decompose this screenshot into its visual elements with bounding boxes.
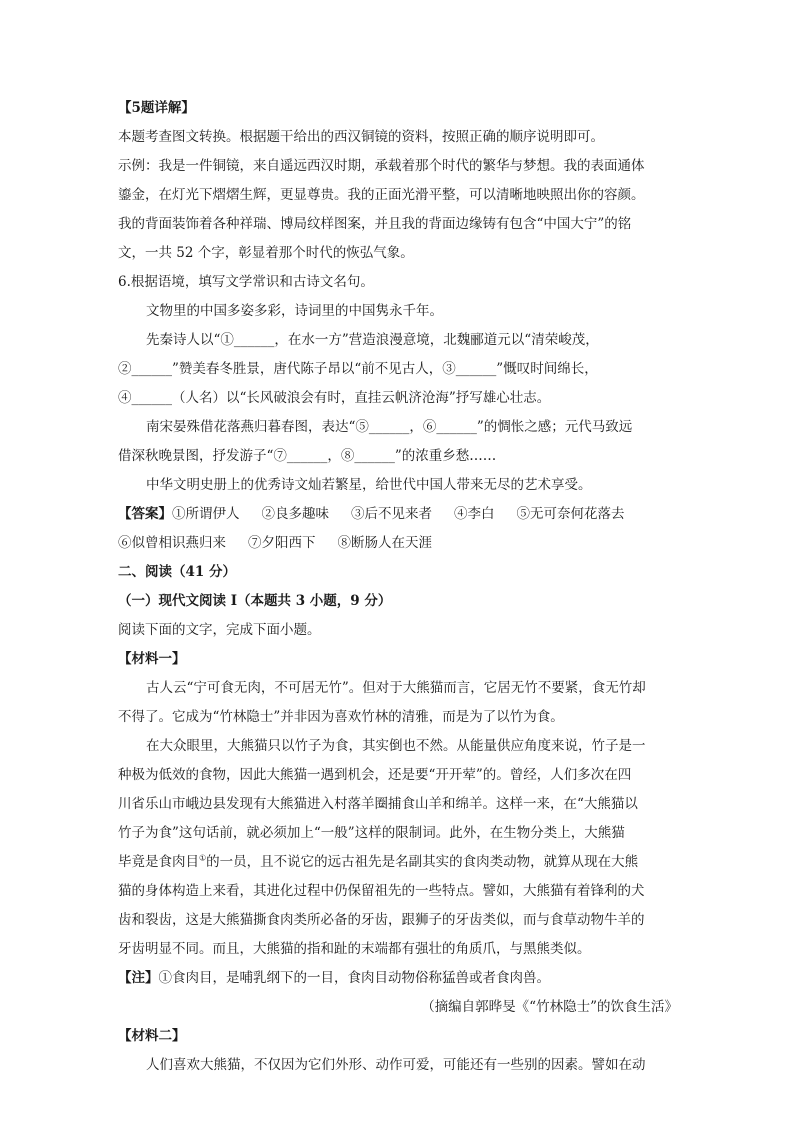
material-1-para-1b: 不得了。它成为“竹林隐士”并非因为喜欢竹林的清雅，而是为了以竹为食。: [118, 709, 564, 725]
reading-instruction: 阅读下面的文字，完成下面小题。: [118, 622, 321, 638]
q6-para-3b: 借深秋晚景图，抒发游子“⑦______，⑧______”的浓重乡愁……: [118, 448, 497, 464]
answer-item: ⑦夕阳西下: [248, 535, 316, 551]
text-run: 毕竟是食肉目: [118, 854, 199, 870]
text-run: 的一员，且不说它的远古祖先是名副其实的食肉类动物，就算从现在大熊: [206, 854, 639, 870]
footnote-marker: ①: [199, 853, 207, 863]
q6-para-1: 文物里的中国多姿多彩，诗词里的中国隽永千年。: [146, 303, 443, 319]
q6-para-4: 中华文明史册上的优秀诗文灿若繁星，给世代中国人带来无尽的艺术享受。: [146, 477, 592, 493]
answer-item: ⑥似曾相识燕归来: [118, 535, 226, 551]
answer-item: ③后不见来者: [351, 506, 432, 522]
q5-line-2: 示例：我是一件铜镜，来自遥远西汉时期，承载着那个时代的繁华与梦想。我的表面通体: [118, 158, 645, 174]
material-1-para-2a: 在大众眼里，大熊猫只以竹子为食，其实倒也不然。从能量供应角度来说，竹子是一: [146, 738, 646, 754]
q5-line-5: 文，一共 52 个字，彰显着那个时代的恢弘气象。: [118, 245, 414, 261]
material-1-para-1a: 古人云“宁可食无肉，不可居无竹”。但对于大熊猫而言，它居无竹不要紧，食无竹却: [146, 680, 646, 696]
q6-para-2c: ④______（人名）以“长风破浪会有时，直挂云帆济沧海”抒写雄心壮志。: [118, 390, 551, 406]
answer-item: ①所谓伊人: [172, 506, 240, 522]
reading-subsection-title: （一）现代文阅读 I（本题共 3 小题，9 分）: [118, 593, 392, 609]
q5-line-3: 鎏金，在灯光下熠熠生辉，更显尊贵。我的正面光滑平整，可以清晰地映照出你的容颜。: [118, 187, 645, 203]
material-1-para-2d: 竹子为食”这句话前，就必须加上“一般”这样的限制词。此外，在生物分类上，大熊猫: [118, 825, 625, 841]
answer-item: ④李白: [454, 506, 495, 522]
material-1-para-2f: 猫的身体构造上来看，其进化过程中仍保留祖先的一些特点。譬如，大熊猫有着锋利的犬: [118, 883, 645, 899]
q6-para-2b: ②______”赞美春冬胜景，唐代陈子昂以“前不见古人，③______”慨叹时间绵长，: [118, 361, 598, 377]
note-text: ①食肉目，是哺乳纲下的一目，食肉目动物俗称猛兽或者食肉兽。: [158, 970, 550, 986]
material-1-label: 【材料一】: [118, 651, 186, 667]
material-1-para-2b: 种极为低效的食物，因此大熊猫一遇到机会，还是要“开开荤”的。曾经，人们多次在四: [118, 767, 632, 783]
answer-item: ⑧断肠人在天涯: [337, 535, 432, 551]
material-1-para-2c: 川省乐山市峨边县发现有大熊猫进入村落羊圈捕食山羊和绵羊。这样一来，在“大熊猫以: [118, 796, 638, 812]
q6-title: 6.根据语境，填写文学常识和古诗文名句。: [118, 274, 374, 290]
answer-line-1: [118, 500, 678, 529]
material-1-para-2g: 齿和裂齿，这是大熊猫撕食肉类所必备的牙齿，跟狮子的牙齿类似，而与食草动物牛羊的: [118, 912, 645, 928]
q6-para-3a: 南宋晏殊借花落燕归暮春图，表达“⑤______，⑥______”的惆怅之感；元代马致远: [146, 419, 633, 435]
document-page: [118, 94, 678, 1080]
material-1-para-2e: [118, 848, 678, 877]
note-label: 【注】: [118, 970, 159, 986]
material-2-label: 【材料二】: [118, 1028, 186, 1044]
material-1-para-2h: 牙齿明显不同。而且，大熊猫的指和趾的末端都有强壮的角质爪，与黑熊类似。: [118, 941, 591, 957]
answer-line-2: [118, 529, 678, 558]
footnote: [118, 964, 678, 993]
source-citation: （摘编自郭晔旻《“竹林隐士”的饮食生活》: [421, 999, 678, 1015]
q5-line-1: 本题考查图文转换。根据题干给出的西汉铜镜的资料，按照正确的顺序说明即可。: [118, 129, 604, 145]
q6-para-2a: 先秦诗人以“①______，在水一方”营造浪漫意境，北魏郦道元以“清荣峻茂，: [146, 332, 599, 348]
answer-item: ②良多趣味: [261, 506, 329, 522]
reading-section-title: 二、阅读（41 分）: [118, 564, 236, 580]
answer-item: ⑤无可奈何花落去: [516, 506, 625, 522]
q5-heading: 【5题详解】: [118, 100, 195, 116]
material-2-para-1: 人们喜欢大熊猫，不仅因为它们外形、动作可爱，可能还有一些别的因素。譬如在动: [146, 1057, 646, 1073]
answer-label: 【答案】: [118, 506, 172, 522]
q5-line-4: 我的背面装饰着各种祥瑞、博局纹样图案，并且我的背面边缘铸有包含“中国大宁”的铭: [118, 216, 632, 232]
